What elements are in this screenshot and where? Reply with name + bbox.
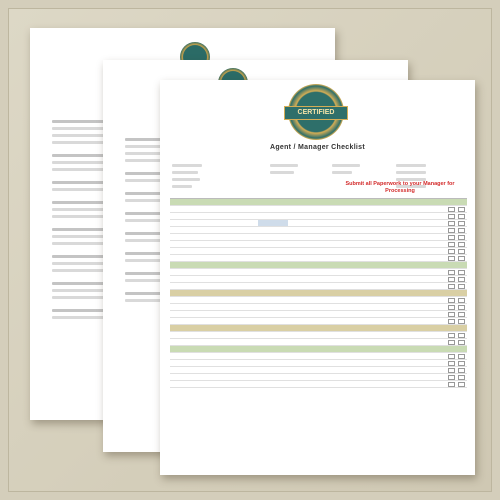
checkbox[interactable]	[448, 277, 455, 282]
table-row	[170, 353, 467, 360]
checkbox[interactable]	[458, 361, 465, 366]
checkbox[interactable]	[448, 284, 455, 289]
submit-paperwork-note: Submit all Paperwork to your Manager for Processing	[345, 181, 455, 194]
table-row	[170, 241, 467, 248]
certified-badge-label: CERTIFIED	[284, 106, 348, 120]
meta-column-1	[172, 160, 202, 192]
table-row	[170, 318, 467, 325]
checkbox[interactable]	[458, 298, 465, 303]
checkbox[interactable]	[458, 277, 465, 282]
checkbox[interactable]	[458, 228, 465, 233]
table-row	[170, 332, 467, 339]
checkbox[interactable]	[448, 221, 455, 226]
meta-column-2	[270, 160, 298, 178]
document-title: Agent / Manager Checklist	[269, 144, 366, 151]
checkbox[interactable]	[458, 354, 465, 359]
certified-badge-icon	[288, 84, 344, 140]
checkbox[interactable]	[458, 256, 465, 261]
checkbox[interactable]	[458, 249, 465, 254]
table-row	[170, 255, 467, 262]
table-row	[170, 311, 467, 318]
checkbox[interactable]	[448, 340, 455, 345]
checkbox[interactable]	[458, 284, 465, 289]
table-row	[170, 220, 467, 227]
checkbox[interactable]	[458, 221, 465, 226]
checkbox[interactable]	[458, 319, 465, 324]
checkbox[interactable]	[448, 242, 455, 247]
table-row	[170, 262, 467, 269]
checkbox[interactable]	[448, 312, 455, 317]
table-row	[170, 283, 467, 290]
checkbox[interactable]	[458, 368, 465, 373]
checkbox[interactable]	[458, 235, 465, 240]
checkbox[interactable]	[458, 214, 465, 219]
table-row	[170, 325, 467, 332]
table-row	[170, 367, 467, 374]
meta-column-3	[332, 160, 360, 178]
table-row	[170, 248, 467, 255]
checkbox[interactable]	[458, 305, 465, 310]
checkbox[interactable]	[448, 228, 455, 233]
table-row	[170, 213, 467, 220]
checkbox[interactable]	[448, 214, 455, 219]
checkbox[interactable]	[448, 368, 455, 373]
checkbox[interactable]	[458, 375, 465, 380]
checkbox[interactable]	[448, 207, 455, 212]
checkbox[interactable]	[448, 361, 455, 366]
table-row	[170, 360, 467, 367]
checkbox[interactable]	[448, 319, 455, 324]
checkbox[interactable]	[448, 333, 455, 338]
checkbox[interactable]	[458, 207, 465, 212]
checkbox[interactable]	[448, 298, 455, 303]
checkbox[interactable]	[458, 340, 465, 345]
checkbox[interactable]	[448, 256, 455, 261]
checkbox[interactable]	[448, 305, 455, 310]
table-row	[170, 297, 467, 304]
table-row	[170, 234, 467, 241]
table-row	[170, 304, 467, 311]
table-row	[170, 199, 467, 206]
checkbox[interactable]	[458, 333, 465, 338]
table-row	[170, 290, 467, 297]
checkbox[interactable]	[448, 270, 455, 275]
checklist-table	[170, 198, 467, 388]
checkbox[interactable]	[448, 382, 455, 387]
table-row	[170, 206, 467, 213]
checkbox[interactable]	[458, 270, 465, 275]
checkbox[interactable]	[458, 382, 465, 387]
checkbox[interactable]	[458, 242, 465, 247]
checklist-document-page	[160, 80, 475, 475]
table-row	[170, 276, 467, 283]
checkbox[interactable]	[448, 375, 455, 380]
checkbox[interactable]	[448, 235, 455, 240]
checkbox[interactable]	[458, 312, 465, 317]
table-row	[170, 227, 467, 234]
table-row	[170, 346, 467, 353]
table-row	[170, 269, 467, 276]
checkbox[interactable]	[448, 249, 455, 254]
checkbox[interactable]	[448, 354, 455, 359]
table-row	[170, 381, 467, 388]
table-row	[170, 374, 467, 381]
table-row	[170, 339, 467, 346]
